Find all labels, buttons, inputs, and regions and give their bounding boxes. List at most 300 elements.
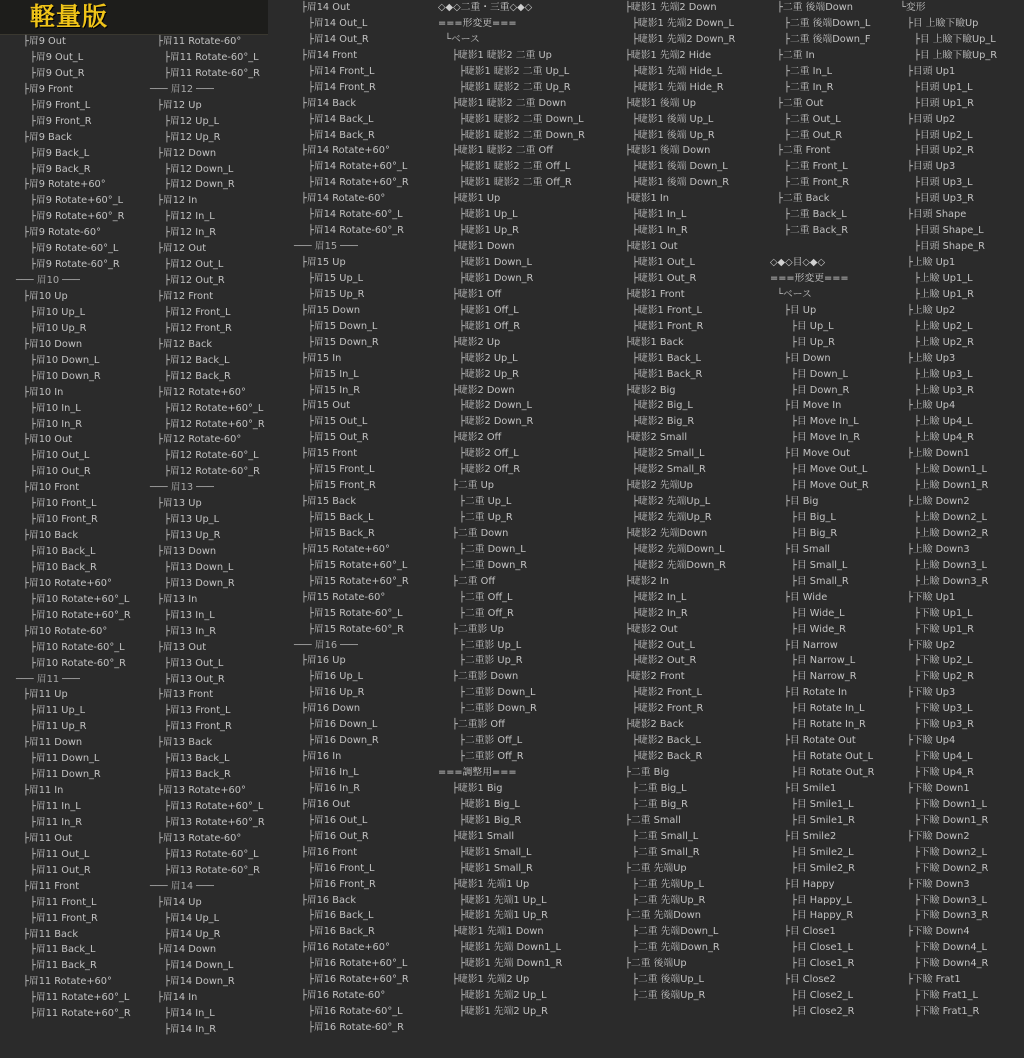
shape-key-item[interactable]: ├睫影1 先端1 Up_R (459, 910, 548, 922)
shape-key-item[interactable]: ├眉13 Back_L (164, 753, 230, 765)
shape-key-item[interactable]: ├睫影1 睫影2 二重 Down_L (459, 113, 584, 125)
shape-key-item[interactable]: ├眉11 In_L (30, 801, 81, 812)
shape-key-item[interactable]: ├眉10 Out_L (30, 450, 90, 462)
shape-key-item[interactable]: ├睫影1 Out_R (632, 272, 697, 284)
shape-key-item[interactable]: ├睫影1 先端 Hide_L (632, 65, 723, 77)
shape-key-item[interactable]: ├二重 後端Down (777, 2, 853, 13)
shape-key-item[interactable]: ├眉11 Down_R (30, 769, 101, 781)
shape-key-item[interactable]: ├睫影2 Off_L (459, 448, 519, 460)
shape-key-item[interactable]: ├睫影1 先端2 Down_R (632, 33, 736, 45)
shape-key-item[interactable]: ├眉12 Out_L (164, 259, 224, 271)
shape-key-item[interactable]: ├眉13 Up (157, 498, 202, 510)
shape-key-item[interactable]: ├睫影2 Small_L (632, 448, 705, 460)
shape-key-item[interactable]: ├二重 Big (625, 767, 670, 778)
shape-key-item[interactable]: ├眉12 In (157, 195, 198, 207)
shape-key-item[interactable]: ├眉11 Rotate-60° (157, 36, 242, 47)
shape-key-item[interactable]: ├睫影1 Out (625, 241, 678, 253)
shape-key-item[interactable]: ├眉16 Down (301, 703, 361, 715)
shape-key-item[interactable]: ├睫影1 Small (452, 830, 515, 842)
shape-key-item[interactable]: ├上瞼 Up4_R (914, 432, 974, 444)
shape-key-item[interactable]: ├眉15 Back (301, 496, 357, 508)
shape-key-item[interactable]: ├二重影 Off_R (459, 751, 524, 763)
shape-key-item[interactable]: ├眉14 Rotate+60°_L (308, 161, 408, 173)
shape-key-item[interactable]: ├二重影 Up_R (459, 655, 523, 667)
shape-key-item[interactable]: ├眉9 Rotate-60°_L (30, 243, 119, 255)
shape-key-item[interactable]: ├下瞼 Down2_L (914, 846, 987, 858)
shape-key-item[interactable]: ├睫影1 In_R (632, 225, 688, 237)
shape-key-item[interactable]: ├目 Smile2_L (791, 846, 854, 858)
shape-key-item[interactable]: ├睫影2 Big (625, 384, 676, 396)
shape-key-item[interactable]: ├二重 Big_R (632, 798, 688, 810)
shape-key-item[interactable]: ├眉13 Front_L (164, 705, 231, 717)
shape-key-item[interactable]: ├目 Close1_R (791, 958, 855, 970)
shape-key-item[interactable]: ├目頭 Up2_L (914, 129, 973, 141)
group-header[interactable]: ◇◆◇目◇◆◇ (770, 257, 826, 268)
shape-key-item[interactable]: ├眉15 Rotate+60° (301, 543, 390, 555)
shape-key-item[interactable]: ├下瞼 Down3 (907, 878, 970, 890)
shape-key-item[interactable]: ├二重 先端Down (625, 910, 701, 922)
shape-key-item[interactable]: ├上瞼 Up2_R (914, 336, 974, 348)
shape-key-item[interactable]: ├眉11 Front (23, 880, 80, 892)
shape-key-item[interactable]: ├眉16 Back_L (308, 910, 374, 922)
shape-key-item[interactable]: ├二重影 Up (452, 623, 504, 635)
shape-key-item[interactable]: ├二重 Off (452, 575, 496, 587)
shape-key-item[interactable]: ├眉11 Out_L (30, 848, 90, 860)
shape-key-item[interactable]: ├目頭 Up3_L (914, 177, 973, 189)
shape-key-item[interactable]: ├眉11 Rotate+60° (23, 976, 112, 988)
shape-key-item[interactable]: ├眉10 Back_R (30, 561, 97, 573)
shape-key-item[interactable]: ├二重 後端Up_L (632, 974, 704, 986)
shape-key-item[interactable]: ├目頭 Up2 (907, 113, 956, 125)
shape-key-item[interactable]: ├睫影1 睫影2 二重 Up_L (459, 65, 570, 77)
shape-key-item[interactable]: ├二重影 Down_R (459, 703, 537, 715)
shape-key-item[interactable]: ├眉10 Front (23, 482, 80, 494)
shape-key-item[interactable]: ├目頭 Shape (907, 209, 967, 221)
shape-key-item[interactable]: ├眉15 Back_L (308, 512, 374, 523)
shape-key-item[interactable]: ├二重 Big_L (632, 782, 687, 794)
shape-key-item[interactable]: ├眉10 Rotate-60° (23, 625, 108, 637)
shape-key-item[interactable]: ├眉16 Rotate-60° (301, 990, 386, 1002)
shape-key-item[interactable]: ├眉16 Rotate-60°_R (308, 1022, 404, 1033)
shape-key-item[interactable]: ├眉10 Rotate-60°_R (30, 657, 126, 669)
shape-key-item[interactable]: ├睫影2 In_L (632, 591, 687, 603)
shape-key-item[interactable]: ├眉13 In_R (164, 625, 217, 637)
shape-key-item[interactable]: ├目 Smile2 (784, 830, 837, 842)
shape-key-item[interactable]: ├目 Narrow_L (791, 655, 856, 667)
shape-key-item[interactable]: ├二重 Back (777, 193, 830, 205)
shape-key-item[interactable]: ├眉13 Out_R (164, 673, 225, 685)
shape-key-item[interactable]: ├下瞼 Up3 (907, 687, 956, 699)
shape-key-item[interactable]: ├睫影1 後端 Up_R (632, 129, 715, 141)
shape-key-item[interactable]: ├眉14 Rotate+60°_R (308, 177, 409, 189)
shape-key-item[interactable]: ├下瞼 Down3_L (914, 894, 987, 906)
shape-key-item[interactable]: ├眉11 Rotate+60°_L (30, 992, 130, 1004)
shape-key-item[interactable]: ├眉9 Out (23, 36, 66, 47)
shape-key-item[interactable]: ├二重 Down_R (459, 559, 528, 571)
shape-key-item[interactable]: ├眉12 Down_R (164, 179, 235, 191)
shape-key-item[interactable]: ├眉9 Rotate+60° (23, 179, 106, 191)
shape-key-item[interactable]: ├二重 In_R (784, 81, 834, 93)
shape-key-item[interactable]: ├眉12 Up_R (164, 131, 221, 143)
shape-key-item[interactable]: ├眉15 Back_R (308, 527, 375, 539)
shape-key-item[interactable]: ├眉14 Up_L (164, 912, 220, 924)
shape-key-item[interactable]: ├上瞼 Down3_R (914, 575, 989, 587)
shape-key-item[interactable]: ├目 Move Out_L (791, 464, 868, 476)
shape-key-item[interactable]: ├目 Rotate Out (784, 735, 856, 747)
shape-key-item[interactable]: ├睫影1 先端1 Up_L (459, 894, 547, 906)
shape-key-item[interactable]: ├眉16 Front_L (308, 862, 375, 874)
shape-key-item[interactable]: ├眉16 Up_L (308, 671, 364, 683)
shape-key-item[interactable]: ├眉14 Rotate-60° (301, 193, 386, 205)
shape-key-item[interactable]: ├眉13 Out (157, 641, 207, 653)
shape-key-item[interactable]: ├睫影2 Small_R (632, 464, 706, 476)
shape-key-item[interactable]: ├目 Down (784, 352, 831, 364)
shape-key-item[interactable]: ├眉16 Rotate-60°_L (308, 1006, 403, 1018)
shape-key-item[interactable]: ├眉10 Back (23, 530, 79, 542)
shape-key-item[interactable]: ├眉14 Out_L (308, 17, 368, 29)
shape-key-item[interactable]: ├睫影1 後端 Down_R (632, 177, 730, 189)
shape-key-item[interactable]: ├睫影1 先端 Down1_L (459, 942, 561, 954)
shape-key-item[interactable]: ├上瞼 Up1_L (914, 272, 973, 284)
shape-key-item[interactable]: ├睫影2 Up_L (459, 352, 518, 364)
shape-key-item[interactable]: ├目 Down_R (791, 384, 850, 396)
shape-key-item[interactable]: ├睫影1 In (625, 193, 669, 205)
shape-key-item[interactable]: ├目 Move Out (784, 448, 850, 460)
shape-key-item[interactable]: ├睫影2 Off_R (459, 464, 521, 476)
shape-key-item[interactable]: ├目 Down_L (791, 368, 848, 380)
shape-key-item[interactable]: ├上瞼 Down2 (907, 496, 970, 508)
shape-key-item[interactable]: ├目 Narrow (784, 639, 838, 651)
shape-key-item[interactable]: ├眉12 Rotate-60°_R (164, 466, 260, 478)
shape-key-item[interactable]: ├目 Big_L (791, 512, 836, 523)
shape-key-item[interactable]: ├眉9 Rotate+60°_R (30, 211, 125, 223)
shape-key-item[interactable]: ├二重 Down (452, 527, 509, 539)
shape-key-item[interactable]: ├眉16 Down_R (308, 735, 379, 747)
shape-key-item[interactable]: ├睫影2 先端Up (625, 480, 693, 492)
shape-key-item[interactable]: ├下瞼 Up4 (907, 735, 956, 747)
shape-key-item[interactable]: ├目頭 Up2_R (914, 145, 974, 157)
shape-key-item[interactable]: ├睫影1 Down_L (459, 257, 532, 268)
shape-key-item[interactable]: ├二重 Back_L (784, 209, 847, 221)
shape-key-item[interactable]: ├眉12 Rotate+60°_R (164, 418, 265, 430)
shape-key-item[interactable]: ├下瞼 Up2 (907, 639, 956, 651)
shape-key-item[interactable]: ├眉12 Front (157, 291, 214, 302)
shape-key-item[interactable]: ├眉11 Up (23, 689, 68, 701)
shape-key-item[interactable]: ├眉10 Back_L (30, 546, 96, 557)
shape-key-item[interactable]: ├眉11 Back_R (30, 960, 97, 972)
shape-key-item[interactable]: ├眉10 Rotate+60°_R (30, 609, 131, 621)
shape-key-item[interactable]: ├目 Rotate Out_L (791, 751, 874, 763)
shape-key-item[interactable]: ├睫影1 睫影2 二重 Off (452, 145, 553, 157)
shape-key-item[interactable]: ├睫影1 In_L (632, 209, 687, 221)
shape-key-item[interactable]: ├二重 先端Up (625, 862, 687, 874)
shape-key-item[interactable]: ├目頭 Up1 (907, 65, 956, 77)
shape-key-item[interactable]: ├二重 In (777, 49, 815, 61)
shape-key-item[interactable]: ├睫影1 睫影2 二重 Down_R (459, 129, 585, 141)
shape-key-item[interactable]: ├睫影2 先端Up_L (632, 496, 711, 508)
shape-key-item[interactable]: ├眉9 Out_L (30, 51, 84, 63)
shape-key-item[interactable]: ├眉15 Out_L (308, 416, 368, 428)
shape-key-item[interactable]: ├二重 後端Down_L (784, 17, 871, 29)
shape-key-item[interactable]: ├目頭 Up3_R (914, 193, 974, 205)
shape-key-item[interactable]: ├眉13 Down_L (164, 561, 234, 573)
shape-key-item[interactable]: ├下瞼 Up3_L (914, 703, 973, 715)
shape-key-item[interactable]: ├眉13 Back_R (164, 769, 231, 781)
shape-key-item[interactable]: ├上瞼 Up2_L (914, 320, 973, 332)
shape-key-item[interactable]: ├眉13 Rotate-60° (157, 832, 242, 844)
shape-key-item[interactable]: ├眉16 In (301, 751, 342, 763)
shape-key-item[interactable]: ├眉14 In (157, 992, 198, 1004)
shape-key-item[interactable]: ├睫影1 Up_L (459, 209, 518, 221)
shape-key-item[interactable]: ├眉15 Down_L (308, 320, 378, 332)
shape-key-item[interactable]: ├眉14 Down (157, 944, 217, 956)
shape-key-item[interactable]: ├眉10 Up_R (30, 322, 87, 334)
shape-key-item[interactable]: ├眉15 In_R (308, 384, 361, 396)
shape-key-item[interactable]: ├睫影1 睫影2 二重 Off_R (459, 177, 572, 189)
shape-key-item[interactable]: ├眉9 Back (23, 131, 72, 143)
shape-key-item[interactable]: ├目 上瞼下瞼Up_R (914, 49, 998, 61)
shape-key-item[interactable]: ├二重 Down_L (459, 543, 526, 555)
group-header[interactable]: ===調整用=== (438, 767, 517, 778)
shape-key-item[interactable]: ├睫影2 Up (452, 336, 501, 348)
shape-key-item[interactable]: ├睫影2 先端Down (625, 527, 708, 539)
shape-key-item[interactable]: ├睫影2 Up_R (459, 368, 519, 380)
shape-key-item[interactable]: ├眉10 Front_R (30, 514, 98, 526)
shape-key-item[interactable]: ├目 上瞼下瞼Up_L (914, 33, 996, 45)
shape-key-item[interactable]: ├眉13 Down_R (164, 577, 235, 589)
shape-key-item[interactable]: ├睫影1 Big (452, 782, 503, 794)
shape-key-item[interactable]: ├二重 先端Down_L (632, 926, 719, 938)
shape-key-item[interactable]: ├眉14 Out_R (308, 33, 369, 45)
shape-key-item[interactable]: ├眉10 Rotate+60° (23, 577, 112, 589)
shape-key-item[interactable]: ├眉14 In_L (164, 1008, 215, 1020)
shape-key-item[interactable]: ├二重 Out_L (784, 113, 841, 125)
shape-key-item[interactable]: ├目 Rotate In_L (791, 703, 865, 715)
shape-key-item[interactable]: ├眉10 Down_L (30, 354, 100, 366)
shape-key-item[interactable]: ├目 Wide_R (791, 623, 846, 635)
shape-key-item[interactable]: ├睫影1 先端 Down1_R (459, 958, 563, 970)
shape-key-item[interactable]: ├目 Up (784, 304, 817, 316)
shape-key-item[interactable]: ├下瞼 Up1_R (914, 623, 974, 635)
shape-key-item[interactable]: ├睫影1 Big_R (459, 814, 522, 826)
shape-key-item[interactable]: ├眉13 Down (157, 546, 217, 557)
shape-key-item[interactable]: ├眉9 Rotate-60°_R (30, 259, 120, 271)
shape-key-item[interactable]: ├睫影1 先端1 Down (452, 926, 544, 938)
shape-key-item[interactable]: ├眉15 Up_R (308, 288, 365, 300)
shape-key-item[interactable]: ├二重 先端Up_L (632, 878, 704, 890)
shape-key-item[interactable]: ├眉10 Out (23, 434, 73, 446)
shape-key-item[interactable]: ├上瞼 Down3 (907, 543, 970, 555)
shape-key-item[interactable]: ├睫影1 後端 Up_L (632, 113, 714, 125)
shape-key-item[interactable]: ├眉11 Out_R (30, 864, 91, 876)
shape-key-item[interactable]: ├睫影2 Off (452, 432, 502, 444)
shape-key-item[interactable]: ├上瞼 Up3_R (914, 384, 974, 396)
shape-key-item[interactable]: ├眉13 In_L (164, 609, 215, 621)
shape-key-item[interactable]: ├眉9 Front_L (30, 99, 91, 111)
shape-key-item[interactable]: ├目 Happy (784, 878, 835, 890)
shape-key-item[interactable]: ├睫影2 Down_R (459, 416, 534, 428)
shape-key-item[interactable]: ├眉12 Up (157, 99, 202, 111)
shape-key-item[interactable]: ├眉16 In_R (308, 782, 361, 794)
shape-key-item[interactable]: ├睫影1 先端1 Up (452, 878, 530, 890)
shape-key-item[interactable]: ├二重 Front_R (784, 177, 850, 189)
shape-key-item[interactable]: ├眉13 Rotate-60°_L (164, 848, 259, 860)
shape-key-item[interactable]: ├眉15 Front (301, 448, 358, 460)
shape-key-item[interactable]: ├二重影 Off (452, 719, 505, 731)
shape-key-item[interactable]: ├目 Move In (784, 400, 842, 412)
shape-key-item[interactable]: ├睫影1 睫影2 二重 Up (452, 49, 552, 61)
shape-key-item[interactable]: ├下瞼 Down2 (907, 830, 970, 842)
shape-key-item[interactable]: ├下瞼 Up2_L (914, 655, 973, 667)
shape-key-item[interactable]: ├眉12 Rotate+60° (157, 386, 246, 398)
shape-key-item[interactable]: ├眉16 Rotate+60° (301, 942, 390, 954)
shape-key-item[interactable]: ├眉16 Front_R (308, 878, 376, 890)
shape-key-item[interactable]: ├睫影1 Front_R (632, 320, 704, 332)
shape-key-item[interactable]: ├二重 Up_L (459, 496, 512, 508)
shape-key-item[interactable]: ├上瞼 Up3 (907, 352, 956, 364)
shape-key-item[interactable]: ├二重 Back_R (784, 225, 849, 237)
shape-key-item[interactable]: ├眉11 Down_L (30, 753, 100, 765)
shape-key-item[interactable]: ├眉12 In_R (164, 227, 217, 239)
shape-key-item[interactable]: ├睫影1 Out_L (632, 257, 695, 268)
shape-key-item[interactable]: ├睫影2 Down_L (459, 400, 532, 412)
shape-key-item[interactable]: ├目 Rotate In (784, 687, 848, 699)
group-header[interactable]: ===形変更=== (770, 272, 849, 284)
shape-key-item[interactable]: ├睫影1 後端 Up (625, 97, 696, 109)
shape-key-item[interactable]: ├目 Narrow_R (791, 671, 857, 683)
shape-key-item[interactable]: ├上瞼 Down2_L (914, 512, 987, 523)
shape-key-item[interactable]: ├上瞼 Down2_R (914, 527, 989, 539)
shape-key-item[interactable]: ├眉10 Rotate+60°_L (30, 593, 130, 605)
shape-key-item[interactable]: ├眉12 Rotate+60°_L (164, 402, 264, 414)
shape-key-item[interactable]: ├目 Up_R (791, 336, 835, 348)
shape-key-item[interactable]: ├眉14 Back_R (308, 129, 375, 141)
shape-key-item[interactable]: ├二重 後端Down_F (784, 33, 871, 45)
shape-key-item[interactable]: ├眉10 In (23, 386, 64, 398)
shape-key-item[interactable]: ├眉11 Front_L (30, 896, 97, 908)
shape-key-item[interactable]: ├目 Close1_L (791, 942, 854, 954)
shape-key-item[interactable]: ├目頭 Shape_L (914, 225, 984, 237)
shape-key-item[interactable]: ├眉13 Rotate+60°_L (164, 801, 264, 812)
shape-key-item[interactable]: ├睫影2 Out (625, 623, 678, 635)
shape-key-item[interactable]: ├目 Move In_L (791, 416, 859, 428)
shape-key-item[interactable]: ├上瞼 Up4 (907, 400, 956, 412)
shape-key-item[interactable]: ├睫影1 先端2 Hide (625, 49, 712, 61)
shape-key-item[interactable]: ├眉13 Up_R (164, 530, 221, 542)
shape-key-item[interactable]: ├目 Big_R (791, 527, 838, 539)
shape-key-item[interactable]: ├眉12 Out (157, 243, 207, 255)
shape-key-item[interactable]: ├睫影2 In_R (632, 607, 688, 619)
shape-key-item[interactable]: ├目頭 Up1_R (914, 97, 974, 109)
shape-key-item[interactable]: ├睫影2 先端Down_L (632, 543, 725, 555)
shape-key-item[interactable]: ├眉10 Rotate-60°_L (30, 641, 125, 653)
shape-key-item[interactable]: ├上瞼 Up1 (907, 257, 956, 268)
shape-key-item[interactable]: ├睫影1 Off_L (459, 304, 519, 316)
shape-key-item[interactable]: ├二重 Small_R (632, 846, 700, 858)
shape-key-item[interactable]: ├眉11 Rotate-60°_L (164, 51, 259, 63)
shape-key-item[interactable]: ├目 Happy_L (791, 894, 852, 906)
shape-key-item[interactable]: ├眉14 In_R (164, 1024, 217, 1036)
shape-key-item[interactable]: ├下瞼 Down4_R (914, 958, 989, 970)
shape-key-item[interactable]: ├睫影2 Down (452, 384, 515, 396)
shape-key-item[interactable]: ├眉13 Rotate+60°_R (164, 816, 265, 828)
shape-key-item[interactable]: ├眉11 Rotate-60°_R (164, 67, 260, 79)
shape-key-item[interactable]: ├眉13 Up_L (164, 514, 220, 526)
shape-key-item[interactable]: ├上瞼 Up2 (907, 304, 956, 316)
shape-key-item[interactable]: ├眉16 Rotate+60°_R (308, 974, 409, 986)
shape-key-item[interactable]: ├眉9 Front_R (30, 115, 92, 127)
shape-key-item[interactable]: ├眉14 Out (301, 2, 351, 13)
shape-key-item[interactable]: ├眉16 Back_R (308, 926, 375, 938)
shape-key-item[interactable]: ├下瞼 Up1_L (914, 607, 973, 619)
shape-key-item[interactable]: ├上瞼 Down3_L (914, 559, 987, 571)
shape-key-item[interactable]: ├上瞼 Up3_L (914, 368, 973, 380)
shape-key-item[interactable]: ├眉13 Rotate+60° (157, 785, 246, 797)
shape-key-item[interactable]: ├睫影2 Back (625, 719, 684, 731)
shape-key-item[interactable]: ├眉15 Front_R (308, 480, 376, 492)
shape-key-item[interactable]: ├睫影1 先端2 Up (452, 974, 530, 986)
shape-key-item[interactable]: ├眉12 Front_L (164, 306, 231, 318)
shape-key-item[interactable]: ├眉14 Down_R (164, 976, 235, 988)
shape-key-item[interactable]: ├眉10 Front_L (30, 498, 97, 510)
shape-key-item[interactable]: ├目 Big (784, 496, 819, 508)
shape-key-item[interactable]: ├眉16 Out (301, 798, 351, 810)
shape-key-item[interactable]: ├二重 Up (452, 480, 494, 492)
shape-key-item[interactable]: ├眉10 Down (23, 338, 83, 350)
shape-key-item[interactable]: ├眉13 Rotate-60°_R (164, 864, 260, 876)
shape-key-item[interactable]: ├眉16 Front (301, 846, 358, 858)
shape-key-item[interactable]: ├眉14 Front_L (308, 65, 375, 77)
shape-key-item[interactable]: ├眉9 Out_R (30, 67, 85, 79)
shape-key-item[interactable]: ├目 Close2_R (791, 1006, 855, 1018)
shape-key-item[interactable]: ├眉12 Back_R (164, 370, 231, 382)
shape-key-item[interactable]: ├眉13 In (157, 593, 198, 605)
shape-key-item[interactable]: ├眉11 Up_R (30, 721, 87, 733)
shape-key-item[interactable]: ├眉16 Back (301, 894, 357, 906)
shape-key-item[interactable]: ├睫影1 先端2 Up_R (459, 1006, 548, 1018)
shape-key-item[interactable]: ├二重 In_L (784, 65, 833, 77)
shape-key-item[interactable]: ├睫影2 Back_L (632, 735, 701, 747)
shape-key-item[interactable]: ├目 Small (784, 543, 831, 555)
shape-key-item[interactable]: ├二重影 Down_L (459, 687, 536, 699)
shape-key-item[interactable]: ├睫影1 Off (452, 288, 502, 300)
shape-key-item[interactable]: ├眉12 Back (157, 338, 213, 350)
shape-key-item[interactable]: ├眉9 Front (23, 83, 73, 95)
shape-key-item[interactable]: ├睫影1 Back_L (632, 352, 701, 364)
shape-key-item[interactable]: ├下瞼 Down2_R (914, 862, 989, 874)
shape-key-item[interactable]: ├二重 Up_R (459, 512, 513, 523)
shape-key-item[interactable]: ├眉16 Down_L (308, 719, 378, 731)
shape-key-item[interactable]: ├眉10 In_L (30, 402, 81, 414)
shape-key-item[interactable]: ├眉15 Up (301, 257, 346, 268)
shape-key-item[interactable]: ├睫影1 Front_L (632, 304, 702, 316)
shape-key-item[interactable]: ├睫影1 Off_R (459, 320, 521, 332)
shape-key-item[interactable]: ├二重 先端Up_R (632, 894, 706, 906)
shape-key-item[interactable]: ├眉11 Out (23, 832, 73, 844)
shape-key-item[interactable]: ├睫影1 睫影2 二重 Down (452, 97, 567, 109)
shape-key-item[interactable]: ├睫影1 睫影2 二重 Off_L (459, 161, 571, 173)
shape-key-item[interactable]: ├眉10 Up_L (30, 306, 86, 318)
shape-key-item[interactable]: ├眉11 Up_L (30, 705, 86, 717)
shape-key-item[interactable]: ├睫影1 Big_L (459, 798, 520, 810)
shape-key-item[interactable]: ├眉14 Up (157, 896, 202, 908)
shape-key-item[interactable]: ├二重 Off_R (459, 607, 514, 619)
shape-key-item[interactable]: ├睫影1 Up (452, 193, 501, 205)
shape-key-item[interactable]: ├睫影1 Up_R (459, 225, 519, 237)
shape-key-item[interactable]: ├睫影2 Big_L (632, 400, 693, 412)
shape-key-item[interactable]: ├目 Wide (784, 591, 828, 603)
shape-key-item[interactable]: ├眉12 Back_L (164, 354, 230, 366)
